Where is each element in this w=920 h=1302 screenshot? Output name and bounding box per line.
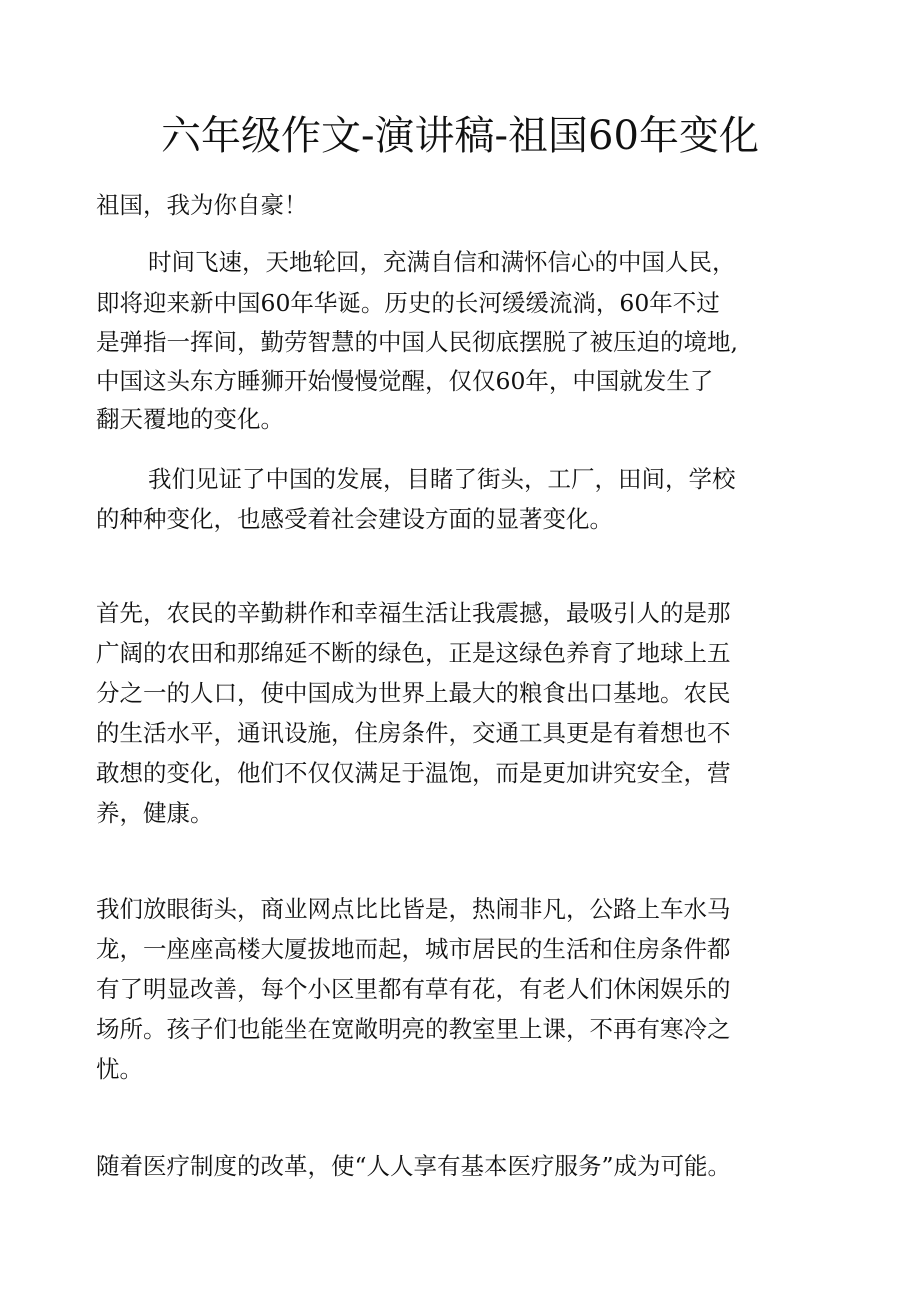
paragraph-3-line-1: 首先，农民的辛勤耕作和幸福生活让我震撼，最吸引人的是那: [96, 599, 731, 627]
paragraph-4-line-5: 忧。: [96, 1055, 143, 1083]
paragraph-3-line-2: 广阔的农田和那绵延不断的绿色，正是这绿色养育了地球上五: [96, 639, 731, 667]
paragraph-3-line-4: 的生活水平，通讯设施，住房条件，交通工具更是有着想也不: [96, 719, 731, 747]
paragraph-1-line-4: 中国这头东方睡狮开始慢慢觉醒，仅仅60年，中国就发生了: [96, 367, 714, 395]
paragraph-5-line-1: 随着医疗制度的改革，使“人人享有基本医疗服务”成为可能。: [96, 1152, 732, 1180]
paragraph-1-line-1: 时间飞速，天地轮回，充满自信和满怀信心的中国人民，: [148, 248, 736, 276]
paragraph-4-line-2: 龙，一座座高楼大厦拔地而起，城市居民的生活和住房条件都: [96, 935, 731, 963]
paragraph-3-line-5: 敢想的变化，他们不仅仅满足于温饱，而是更加讲究安全，营: [96, 759, 731, 787]
greeting-line: 祖国，我为你自豪！: [96, 191, 308, 219]
paragraph-4-line-4: 场所。孩子们也能坐在宽敞明亮的教室里上课，不再有寒冷之: [96, 1015, 731, 1043]
paragraph-2-line-1: 我们见证了中国的发展，目睹了街头，工厂，田间，学校: [148, 465, 736, 493]
document-title: 六年级作文-演讲稿-祖国60年变化: [161, 113, 759, 159]
paragraph-1-line-3: 是弹指一挥间，勤劳智慧的中国人民彻底摆脱了被压迫的境地,: [96, 328, 738, 356]
paragraph-1-line-2: 即将迎来新中国60年华诞。历史的长河缓缓流淌，60年不过: [96, 289, 720, 317]
paragraph-2-line-2: 的种种变化，也感受着社会建设方面的显著变化。: [96, 505, 613, 533]
paragraph-1-line-5: 翻天覆地的变化。: [96, 405, 284, 433]
paragraph-3-line-3: 分之一的人口，使中国成为世界上最大的粮食出口基地。农民: [96, 679, 731, 707]
paragraph-3-line-6: 养，健康。: [96, 799, 214, 827]
paragraph-4-line-3: 有了明显改善，每个小区里都有草有花，有老人们休闲娱乐的: [96, 975, 731, 1003]
paragraph-4-line-1: 我们放眼街头，商业网点比比皆是，热闹非凡，公路上车水马: [96, 895, 731, 923]
